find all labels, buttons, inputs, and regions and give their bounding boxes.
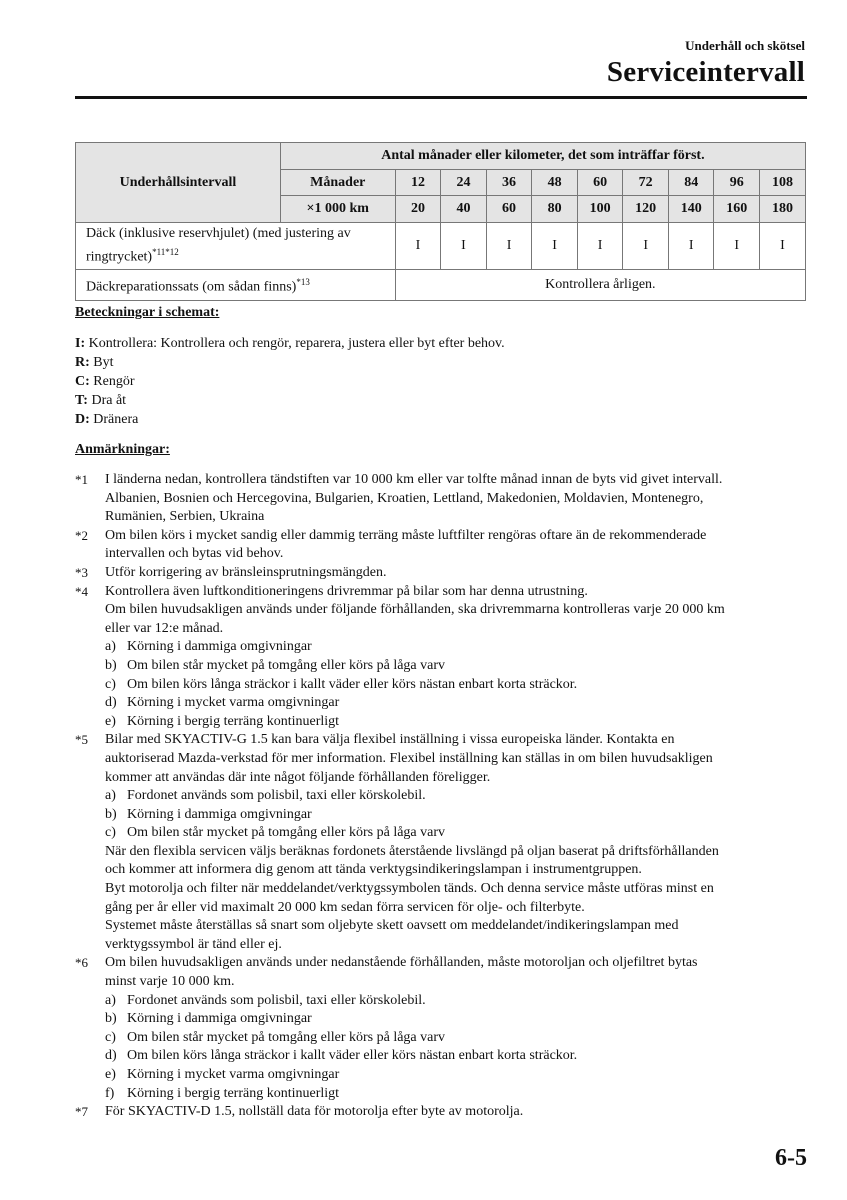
item-label: Däckreparationssats (om sådan finns) — [86, 279, 297, 295]
legend-text: Kontrollera: Kontrollera och rengör, reparera, justera eller byt efter behov. — [85, 336, 505, 351]
page-title: Serviceintervall — [606, 56, 805, 88]
note-list-item: e) Körning i mycket varma omgivningar — [105, 1067, 340, 1082]
interval-cell: I — [714, 223, 760, 270]
interval-cell: I — [395, 223, 441, 270]
note-line: I länderna nedan, kontrollera tändstiften var 10 000 km eller var tolfte månad innan de byts vid givet intervall. — [105, 472, 723, 487]
note-line: När den flexibla servicen väljs beräknas fordonets återstående livslängd på oljan baserat på driftsförhållanden — [105, 843, 719, 859]
months-cell: 84 — [668, 170, 714, 196]
note-line: Kontrollera även luftkonditioneringens drivremmar på bilar som har denna utrustning. — [105, 583, 588, 599]
page-number: 6-5 — [775, 1145, 807, 1171]
note-marker: *5 — [75, 732, 88, 748]
note-list-item: c) Om bilen står mycket på tomgång eller körs på låga varv — [105, 825, 446, 841]
note-marker: *7 — [75, 1104, 88, 1120]
interval-cell: I — [577, 223, 623, 270]
note-line: auktoriserad Mazda-verkstad för mer information. Flexibel inställning kan ställas in om bilen huvudsakligen — [105, 750, 713, 766]
legend-text: Byt — [89, 355, 114, 370]
note-line: verktygssymbol är tänd eller ej. — [105, 936, 282, 952]
months-cell: 48 — [532, 170, 578, 196]
legend-item — [75, 410, 505, 429]
months-cell: 24 — [441, 170, 487, 196]
note-7 — [75, 1103, 815, 1122]
months-cell: 60 — [577, 170, 623, 196]
note-line: Byt motorolja och filter när meddelandet/verktygssymbolen tänds. Och denna service måste utföras minst en — [105, 881, 714, 897]
note-list-item: d) Om bilen körs långa sträckor i kallt väder eller körs nästan enbart korta sträckor. — [105, 1048, 578, 1064]
legend-heading: Beteckningar i schemat: — [75, 305, 220, 320]
note-list-item: a) Körning i dammiga omgivningar — [105, 639, 312, 655]
note-line: Om bilen huvudsakligen används under följande förhållanden, ska drivremmarna kontrolleras varje 20 000 km — [105, 602, 725, 618]
note-list-item: f) Körning i bergig terräng kontinuerligt — [105, 1085, 340, 1101]
note-line: minst varje 10 000 km. — [105, 974, 235, 990]
item-label-cell — [76, 270, 396, 301]
table-row — [76, 223, 806, 270]
note-4 — [75, 583, 815, 732]
legend-text: Dra åt — [87, 393, 127, 408]
interval-cell: I — [441, 223, 487, 270]
note-list-item: e) Körning i bergig terräng kontinuerligt — [105, 713, 340, 729]
note-list-item: b) Om bilen står mycket på tomgång eller körs på låga varv — [105, 657, 446, 673]
note-marker: *3 — [75, 564, 88, 580]
service-interval-table — [75, 142, 806, 301]
legend-key: D: — [75, 412, 90, 427]
item-ref: *11*12 — [152, 247, 179, 258]
note-line: För SKYACTIV-D 1.5, nollställ data för motorolja efter byte av motorolja. — [105, 1104, 524, 1120]
legend-text: Dränera — [89, 412, 139, 427]
months-cell: 108 — [760, 170, 806, 196]
annual-check-cell: Kontrollera årligen. — [395, 270, 805, 301]
row-header: Underhållsintervall — [76, 143, 281, 223]
interval-cell: I — [532, 223, 578, 270]
months-cell: 36 — [486, 170, 532, 196]
note-marker: *4 — [75, 583, 88, 599]
km-cell: 160 — [714, 196, 760, 223]
note-line: kommer att användas där inte något följande förhållanden föreligger. — [105, 769, 491, 785]
note-list-item: a) Fordonet används som polisbil, taxi eller körskolebil. — [105, 788, 426, 804]
section-label: Underhåll och skötsel — [685, 38, 805, 53]
note-line: Om bilen körs i mycket sandig eller dammig terräng måste luftfilter rengöras oftare än de rekommenderade — [105, 527, 707, 543]
interval-cell: I — [760, 223, 806, 270]
note-line: Utför korrigering av bränsleinsprutningsmängden. — [105, 564, 387, 580]
km-cell: 60 — [486, 196, 532, 223]
item-ref: *13 — [296, 277, 310, 288]
legend-key: C: — [75, 374, 90, 389]
legend-item — [75, 391, 505, 410]
note-line: Albanien, Bosnien och Hercegovina, Bulgarien, Kroatien, Lettland, Makedonien, Moldavien, Montenegro, — [105, 490, 704, 506]
legend-key: I: — [75, 336, 86, 351]
months-label: Månader — [280, 170, 395, 196]
note-line: gång per år eller vid maximalt 20 000 km sedan förra servicen för olje- och filterbyte. — [105, 899, 585, 915]
km-cell: 100 — [577, 196, 623, 223]
note-line: intervallen och bytas vid behov. — [105, 546, 284, 562]
table-row — [76, 270, 806, 301]
legend-item — [75, 334, 505, 353]
legend-list — [75, 334, 505, 429]
legend-key: T: — [75, 393, 88, 408]
notes-heading: Anmärkningar: — [75, 442, 170, 457]
note-6 — [75, 954, 815, 1103]
notes-list — [75, 471, 815, 1122]
months-cell: 96 — [714, 170, 760, 196]
note-5 — [75, 731, 815, 954]
note-line: Om bilen huvudsakligen används under nedanstående förhållanden, måste motoroljan och oljefiltret bytas — [105, 955, 698, 971]
note-line: Rumänien, Serbien, Ukraina — [105, 509, 265, 525]
note-list-item: b) Körning i dammiga omgivningar — [105, 1011, 312, 1027]
legend-item — [75, 372, 505, 391]
note-list-item: c) Om bilen körs långa sträckor i kallt väder eller körs nästan enbart korta sträckor. — [105, 676, 578, 692]
km-cell: 80 — [532, 196, 578, 223]
note-list-item: c) Om bilen står mycket på tomgång eller körs på låga varv — [105, 1029, 446, 1045]
months-cell: 12 — [395, 170, 441, 196]
note-line: Systemet måste återställas så snart som oljebyte skett oavsett om meddelandet/indikeringslampan med — [105, 918, 679, 934]
span-header: Antal månader eller kilometer, det som inträffar först. — [280, 143, 805, 170]
months-cell: 72 — [623, 170, 669, 196]
note-line: eller var 12:e månad. — [105, 620, 224, 636]
note-list-item: a) Fordonet används som polisbil, taxi eller körskolebil. — [105, 992, 426, 1008]
legend-key: R: — [75, 355, 90, 370]
interval-cell: I — [668, 223, 714, 270]
note-2 — [75, 527, 815, 564]
title-rule — [75, 96, 807, 99]
km-cell: 20 — [395, 196, 441, 223]
note-line: och kommer att informera dig genom att tända verktygsindikeringslampan i instrumentgruppen. — [105, 862, 642, 878]
interval-cell: I — [486, 223, 532, 270]
note-list-item: d) Körning i mycket varma omgivningar — [105, 695, 340, 711]
km-cell: 140 — [668, 196, 714, 223]
km-cell: 120 — [623, 196, 669, 223]
note-3 — [75, 564, 815, 583]
km-cell: 40 — [441, 196, 487, 223]
km-label: ×1 000 km — [280, 196, 395, 223]
km-cell: 180 — [760, 196, 806, 223]
note-list-item: b) Körning i dammiga omgivningar — [105, 806, 312, 822]
legend-item — [75, 353, 505, 372]
legend-text: Rengör — [89, 374, 135, 389]
item-label-cell — [76, 223, 396, 270]
item-label: Däck (inklusive reservhjulet) (med justering av ringtrycket) — [86, 226, 351, 265]
note-marker: *1 — [75, 472, 88, 487]
note-marker: *6 — [75, 955, 88, 971]
note-1 — [75, 471, 815, 527]
note-marker: *2 — [75, 527, 88, 543]
note-line: Bilar med SKYACTIV-G 1.5 kan bara välja flexibel inställning i vissa europeiska länder. Kontakta en — [105, 732, 675, 748]
interval-cell: I — [623, 223, 669, 270]
